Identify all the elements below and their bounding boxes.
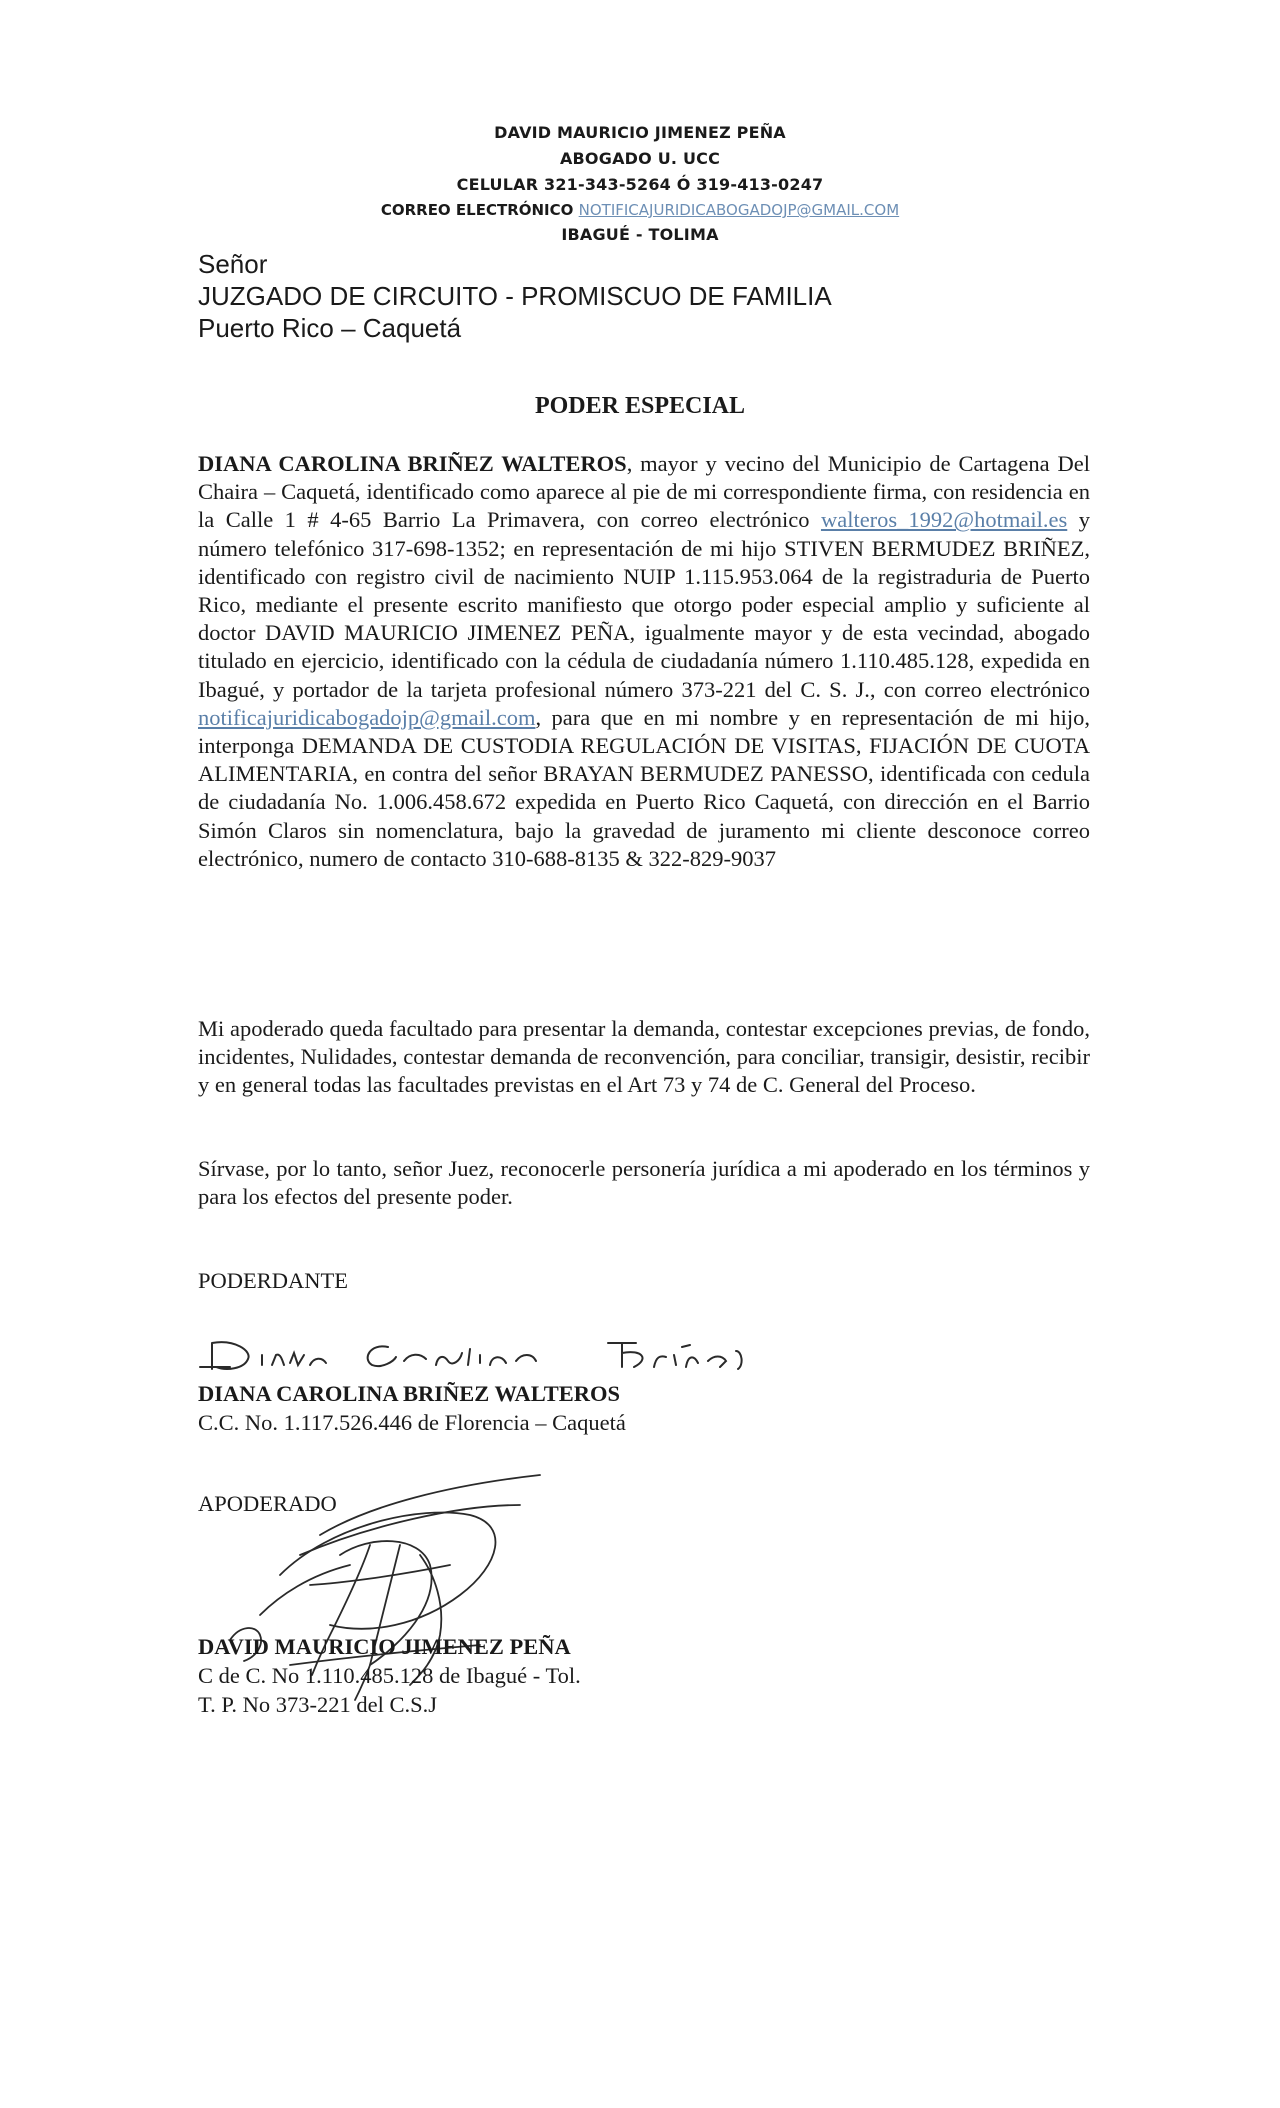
paragraph-main-part-a: , mayor y vecino del Municipio de Cartagena Del Chaira – Caquetá, identificado como aparece al pie de mi correspondiente firma, con residencia en la Calle 1 # 4-65 Barrio La Primavera, con correo electrónico: [198, 451, 1090, 533]
poderdante-id: C.C. No. 1.117.526.446 de Florencia – Caquetá: [198, 1410, 626, 1435]
addressee-block: [198, 248, 832, 344]
poderdante-signature-icon: [190, 1325, 830, 1385]
lawyer-name: DAVID MAURICIO JIMENEZ PEÑA: [494, 123, 786, 142]
paragraph-request: Sírvase, por lo tanto, señor Juez, reconocerle personería jurídica a mi apoderado en los términos y para los efectos del presente poder.: [198, 1156, 1090, 1210]
salutation: Señor: [198, 249, 268, 279]
court-location: Puerto Rico – Caquetá: [198, 313, 462, 343]
lawyer-email-link[interactable]: NOTIFICAJURIDICABOGADOJP@GMAIL.COM: [578, 201, 900, 219]
letterhead: [0, 120, 1280, 248]
poderdante-name: DIANA CAROLINA BRIÑEZ WALTEROS: [198, 1381, 620, 1406]
paragraph-main: [198, 450, 1090, 873]
lawyer-city: IBAGUÉ - TOLIMA: [561, 225, 719, 244]
apoderado-id: C de C. No 1.110.485.128 de Ibagué - Tol.: [198, 1663, 581, 1688]
paragraph-main-part-c: , para que en mi nombre y en representación de mi hijo, interponga DEMANDA DE CUSTODIA REGULACIÓN DE VISITAS, FIJACIÓN DE CUOTA ALIMENTARIA, en contra del señor BRAYAN BERMUDEZ PANESSO, identificada con cedula de ciudadanía No. 1.006.458.672 expedida en Puerto Rico Caquetá, con dirección en el Barrio Simón Claros sin nomenclatura, bajo la gravedad de juramento mi cliente desconoce correo electrónico, numero de contacto 310-688-8135 & 322-829-9037: [198, 704, 1090, 871]
lawyer-phones: CELULAR 321-343-5264 Ó 319-413-0247: [456, 175, 824, 194]
grantor-name: DIANA CAROLINA BRIÑEZ WALTEROS: [198, 451, 627, 476]
court-name: JUZGADO DE CIRCUITO - PROMISCUO DE FAMILIA: [198, 281, 832, 311]
lawyer-email-link-body[interactable]: notificajuridicabogadojp@gmail.com: [198, 704, 536, 730]
paragraph-faculties: Mi apoderado queda facultado para presentar la demanda, contestar excepciones previas, de fondo, incidentes, Nulidades, contestar demanda de reconvención, para conciliar, transigir, desistir, recibir y en general todas las facultades previstas en el Art 73 y 74 de C. General del Proceso.: [198, 1016, 1090, 1098]
grantor-email-link[interactable]: walteros_1992@hotmail.es: [820, 507, 1068, 533]
lawyer-email-row: [0, 198, 1280, 222]
apoderado-label: APODERADO: [198, 1491, 337, 1516]
document-title: PODER ESPECIAL: [534, 393, 746, 419]
email-label: CORREO ELECTRÓNICO: [380, 201, 574, 219]
paragraph-main-part-b: y número telefónico 317-698-1352; en representación de mi hijo STIVEN BERMUDEZ BRIÑEZ, identificado con registro civil de nacimiento NUIP 1.115.953.064 de la registraduria de Puerto Rico, mediante el presente escrito manifiesto que otorgo poder especial amplio y suficiente al doctor DAVID MAURICIO JIMENEZ PEÑA, igualmente mayor y de esta vecindad, abogado titulado en ejercicio, identificado con la cédula de ciudadanía número 1.110.485.128, expedida en Ibagué, y portador de la tarjeta profesional número 373-221 del C. S. J., con correo electrónico: [198, 507, 1090, 702]
apoderado-professional-card: T. P. No 373-221 del C.S.J: [198, 1692, 437, 1717]
apoderado-name: DAVID MAURICIO JIMENEZ PEÑA: [198, 1634, 571, 1659]
poderdante-label: PODERDANTE: [198, 1268, 348, 1293]
lawyer-title: ABOGADO U. UCC: [559, 149, 721, 168]
